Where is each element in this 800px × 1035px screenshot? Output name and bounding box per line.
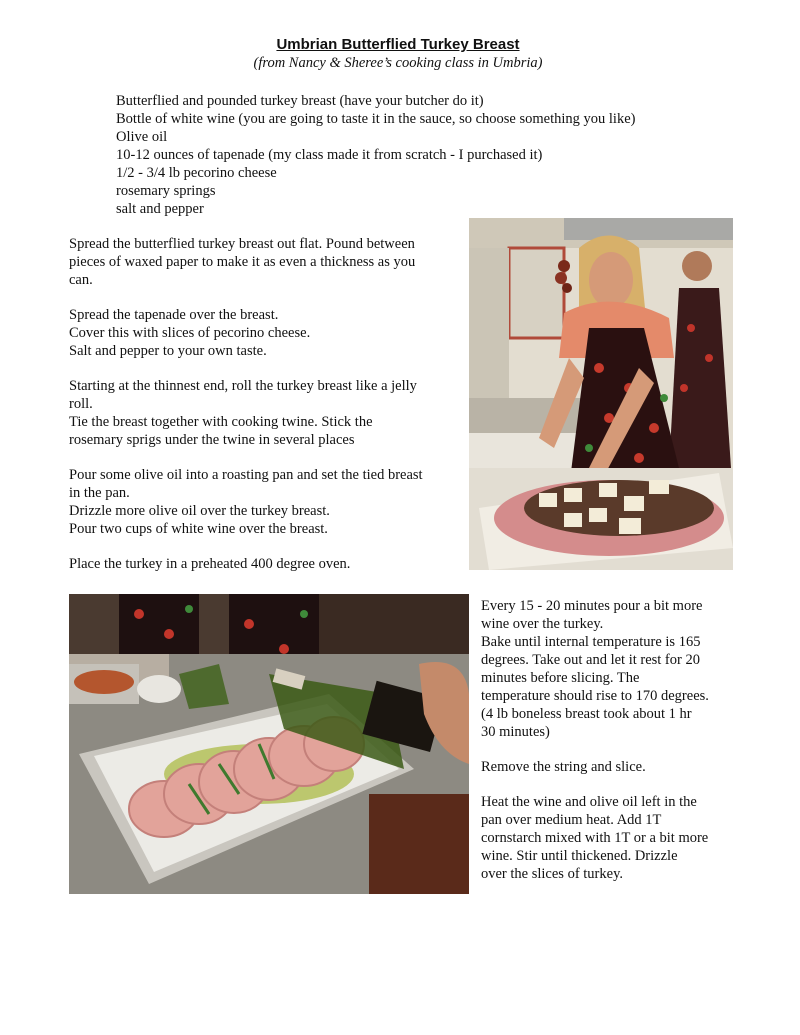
text-line: Heat the wine and olive oil left in the: [481, 794, 697, 810]
ingredient-item: Butterflied and pounded turkey breast (have your butcher do it): [116, 93, 484, 109]
photo-turkey-roasting-pan: [69, 594, 469, 894]
step-paragraph-roll: [69, 377, 461, 449]
text-line: (4 lb boneless breast took about 1 hr: [481, 706, 692, 722]
text-line: Remove the string and slice.: [481, 759, 646, 775]
text-line: 30 minutes): [481, 724, 550, 740]
text-line: Tie the breast together with cooking twine. Stick the: [69, 414, 373, 430]
instructions-right-column: [481, 597, 736, 883]
text-line: wine over the turkey.: [481, 616, 604, 632]
recipe-subtitle: (from Nancy & Sheree’s cooking class in Umbria): [253, 55, 543, 71]
text-line: Starting at the thinnest end, roll the turkey breast like a jelly: [69, 378, 417, 394]
text-line: Drizzle more olive oil over the turkey breast.: [69, 503, 330, 519]
text-line: degrees. Take out and let it rest for 20: [481, 652, 700, 668]
text-line: Every 15 - 20 minutes pour a bit more: [481, 598, 703, 614]
text-line: wine. Stir until thickened. Drizzle: [481, 848, 678, 864]
ingredient-item: salt and pepper: [116, 201, 204, 217]
text-line: Place the turkey in a preheated 400 degree oven.: [69, 556, 351, 572]
text-line: pan over medium heat. Add 1T: [481, 812, 662, 828]
step-paragraph-pan: [69, 466, 461, 538]
ingredient-item: Olive oil: [116, 129, 168, 145]
step-paragraph-oven: [69, 555, 461, 573]
text-line: Cover this with slices of pecorino cheese.: [69, 325, 311, 341]
text-line: temperature should rise to 170 degrees.: [481, 688, 709, 704]
photo-roast-illustration: [69, 594, 469, 894]
step-paragraph-flatten: [69, 235, 461, 289]
text-line: Salt and pepper to your own taste.: [69, 343, 267, 359]
step-paragraph-slice: [481, 758, 736, 776]
step-paragraph-baste: [481, 597, 736, 741]
text-line: Pour two cups of white wine over the breast.: [69, 521, 328, 537]
ingredient-item: Bottle of white wine (you are going to taste it in the sauce, so choose something you like): [116, 111, 636, 127]
text-line: pieces of waxed paper to make it as even a thickness as you: [69, 254, 416, 270]
ingredient-item: 1/2 - 3/4 lb pecorino cheese: [116, 165, 277, 181]
step-paragraph-sauce: [481, 793, 736, 883]
text-line: Spread the tapenade over the breast.: [69, 307, 279, 323]
text-line: Pour some olive oil into a roasting pan and set the tied breast: [69, 467, 423, 483]
text-line: can.: [69, 272, 93, 288]
text-line: in the pan.: [69, 485, 130, 501]
text-line: rosemary sprigs under the twine in several places: [69, 432, 355, 448]
text-line: over the slices of turkey.: [481, 866, 623, 882]
photo-prep-illustration: [469, 218, 733, 570]
instructions-left-column: [69, 235, 461, 573]
text-line: roll.: [69, 396, 93, 412]
step-paragraph-fill: [69, 306, 461, 360]
text-line: Bake until internal temperature is 165: [481, 634, 701, 650]
text-line: Spread the butterflied turkey breast out flat. Pound between: [69, 236, 415, 252]
photo-cooking-class-prep: [469, 218, 733, 570]
ingredient-list: [116, 92, 756, 218]
text-line: cornstarch mixed with 1T or a bit more: [481, 830, 709, 846]
recipe-title: Umbrian Butterflied Turkey Breast: [276, 36, 520, 53]
ingredient-item: 10-12 ounces of tapenade (my class made it from scratch - I purchased it): [116, 147, 543, 163]
text-line: minutes before slicing. The: [481, 670, 640, 686]
ingredient-item: rosemary springs: [116, 183, 216, 199]
